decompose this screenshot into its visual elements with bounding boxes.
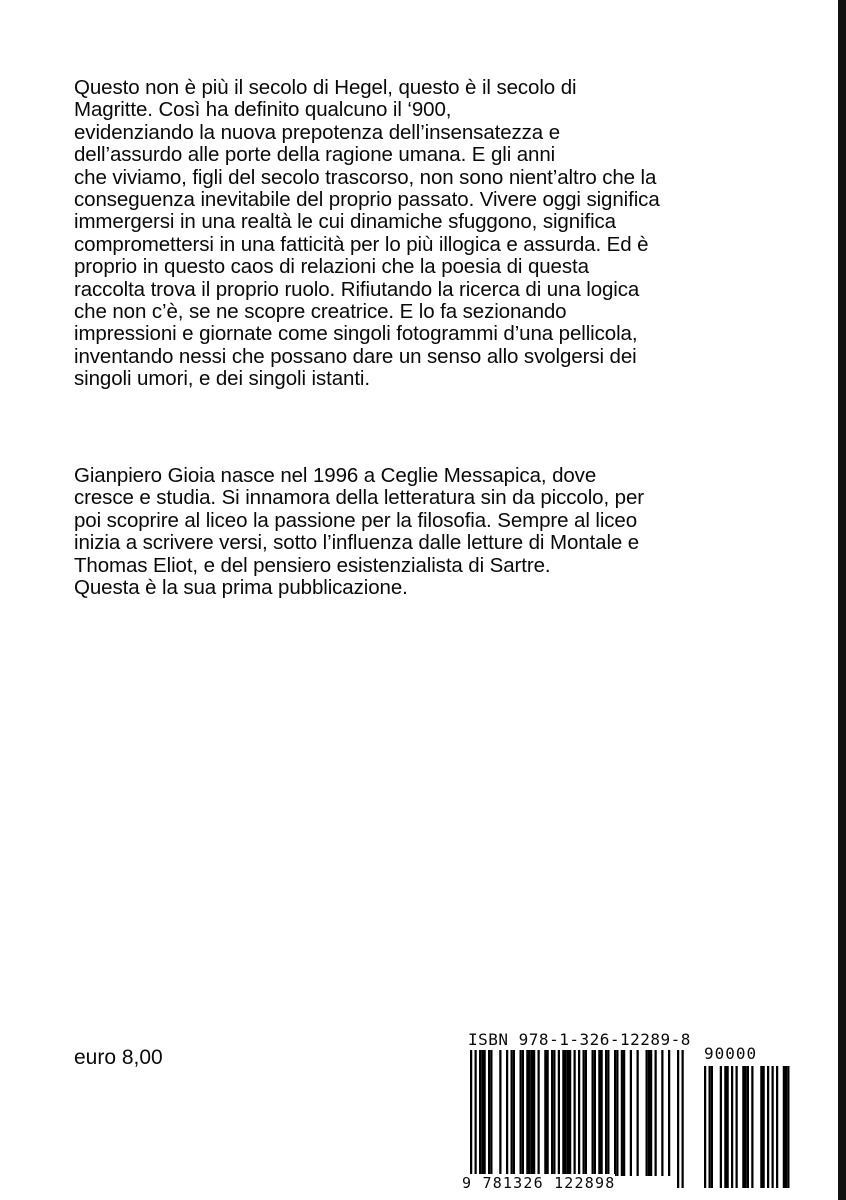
barcode-bar: [616, 1050, 618, 1176]
barcode-bar: [605, 1050, 607, 1176]
barcode-bar: [533, 1050, 535, 1176]
barcode-bar: [565, 1050, 567, 1176]
cover-edge: [838, 0, 846, 1200]
barcode-bar: [558, 1050, 560, 1176]
barcode-bar: [583, 1050, 585, 1176]
blurb-line: Questo non è più il secolo di Hegel, questo è il secolo di: [74, 76, 577, 99]
price-addon-code: 90000: [704, 1044, 758, 1063]
barcode-bar: [598, 1050, 600, 1176]
barcode-bar: [682, 1050, 684, 1188]
addon-bar: [760, 1066, 762, 1188]
addon-bar: [785, 1066, 787, 1188]
barcode-bar: [481, 1050, 483, 1176]
addon-bar: [772, 1066, 774, 1188]
barcode-bar: [567, 1050, 569, 1176]
barcode-bar: [470, 1050, 472, 1188]
blurb-line: singoli umori, e dei singoli istanti.: [74, 367, 370, 391]
barcode-bar: [511, 1050, 513, 1176]
bio-line: cresce e studia. Si innamora della letteratura sin da piccolo, per: [74, 486, 644, 510]
bio-line: Questa è la sua prima pubblicazione.: [74, 576, 408, 600]
addon-bar: [767, 1066, 769, 1188]
addon-bar: [751, 1066, 753, 1188]
barcode-bar: [574, 1050, 576, 1188]
addon-bar: [787, 1066, 789, 1188]
barcode-bar: [553, 1050, 555, 1176]
barcode-bar: [506, 1050, 508, 1176]
barcode-bar: [601, 1050, 603, 1176]
barcode-bar: [562, 1050, 564, 1176]
barcode-bar: [661, 1050, 663, 1176]
barcode-bar: [513, 1050, 515, 1176]
blurb-line: che viviamo, figli del secolo trascorso, non sono nient’altro che la: [74, 165, 657, 189]
barcode-bar: [650, 1050, 652, 1176]
blurb-line: conseguenza inevitabile del proprio passato. Vivere oggi significa: [74, 188, 660, 212]
barcode-bar: [621, 1050, 623, 1176]
barcode-bar: [484, 1050, 486, 1176]
blurb-line: Magritte. Così ha definito qualcuno il ‘900,: [74, 98, 452, 122]
barcode-bar: [607, 1050, 609, 1176]
addon-bar: [763, 1066, 765, 1188]
blurb-line: evidenziando la nuova prepotenza dell’insensatezza e: [74, 120, 561, 144]
bio-line: Thomas Eliot, e del pensiero esistenzialista di Sartre.: [74, 553, 551, 577]
barcode-bar: [594, 1050, 596, 1176]
barcode-bar: [655, 1050, 657, 1176]
addon-bar: [736, 1066, 738, 1188]
addon-bar: [776, 1066, 778, 1188]
barcode-bar: [499, 1050, 501, 1176]
barcode-bar: [630, 1050, 632, 1176]
back-cover-blurb: [74, 77, 764, 391]
barcode-bar: [544, 1050, 546, 1176]
barcode-bar: [490, 1050, 492, 1176]
blurb-line: compromettersi in una fatticità per lo più illogica e assurda. Ed è: [74, 232, 649, 256]
barcode-bar: [648, 1050, 650, 1176]
barcode-bar: [538, 1050, 540, 1176]
blurb-line: proprio in questo caos di relazioni che la poesia di questa: [74, 255, 589, 279]
author-bio: [74, 465, 764, 599]
addon-bar: [745, 1066, 747, 1188]
ean-digits: 9 781326 122898: [462, 1174, 616, 1192]
blurb-line: immergersi in una realtà le cui dinamiche sfuggono, significa: [74, 210, 616, 234]
barcode-bar: [585, 1050, 587, 1176]
addon-bar: [709, 1066, 711, 1188]
bio-line: inizia a scrivere versi, sotto l’influenza dalle letture di Montale e: [74, 531, 640, 555]
barcode-bar: [475, 1050, 477, 1188]
addon-bar: [724, 1066, 726, 1188]
addon-bar: [783, 1066, 785, 1188]
bio-line: poi scoprire al liceo la passione per la filosofia. Sempre al liceo: [74, 508, 638, 532]
addon-bar: [742, 1066, 744, 1188]
barcode-bar: [668, 1050, 670, 1176]
barcode-bar: [526, 1050, 528, 1176]
blurb-line: che non c’è, se ne scopre creatrice. E lo fa sezionando: [74, 300, 567, 324]
barcode-bar: [578, 1050, 580, 1188]
barcode-bar: [623, 1050, 625, 1176]
barcode-bar: [520, 1050, 522, 1176]
barcode-bar: [479, 1050, 481, 1176]
barcode-bar: [488, 1050, 490, 1176]
barcode-bar: [637, 1050, 639, 1176]
barcode-bar: [547, 1050, 549, 1176]
barcode-bar: [529, 1050, 531, 1176]
barcode-bar: [592, 1050, 594, 1176]
addon-bar: [720, 1066, 722, 1188]
addon-bar: [731, 1066, 733, 1188]
addon-bar: [747, 1066, 749, 1188]
barcode-bar: [677, 1050, 679, 1188]
barcode-bar: [646, 1050, 648, 1176]
isbn-label: ISBN 978-1-326-12289-8: [468, 1030, 691, 1049]
addon-bar: [711, 1066, 713, 1188]
addon-bar: [727, 1066, 729, 1188]
blurb-line: dell’assurdo alle porte della ragione umana. E gli anni: [74, 143, 556, 167]
addon-bar: [704, 1066, 706, 1188]
barcode-bar: [551, 1050, 553, 1176]
barcode-bar: [531, 1050, 533, 1176]
price-label: euro 8,00: [74, 1046, 163, 1069]
barcode-bar: [569, 1050, 571, 1176]
barcode-bar: [522, 1050, 524, 1176]
blurb-line: impressioni e giornate come singoli fotogrammi d’una pellicola,: [74, 322, 638, 346]
isbn-barcode: [460, 1030, 790, 1200]
barcode-bar: [614, 1050, 616, 1176]
bio-line: Gianpiero Gioia nasce nel 1996 a Ceglie Messapica, dove: [74, 464, 597, 487]
blurb-line: inventando nessi che possano dare un senso allo svolgersi dei: [74, 344, 637, 368]
blurb-line: raccolta trova il proprio ruolo. Rifiutando la ricerca di una logica: [74, 277, 640, 301]
